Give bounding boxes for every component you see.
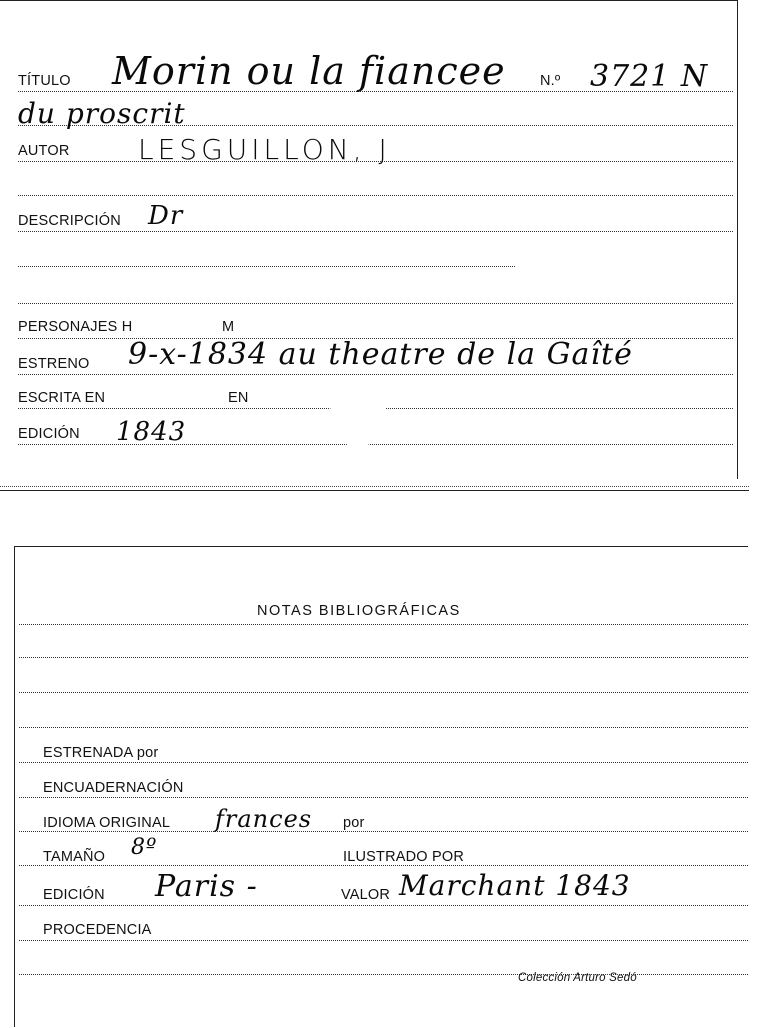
descripcion-value: Dr xyxy=(148,201,184,231)
titulo-cont-value: du proscrit xyxy=(18,97,186,130)
rule-final xyxy=(19,974,748,975)
rule-notas-1 xyxy=(19,624,748,625)
personajes-label: PERSONAJES H xyxy=(18,319,133,335)
rule-blank-3 xyxy=(18,303,733,304)
rule-estreno xyxy=(18,374,733,375)
catalog-card-back xyxy=(14,546,748,1027)
collection-footer: Colección Arturo Sedó xyxy=(518,972,637,984)
rule-idioma xyxy=(19,831,748,832)
tamano-value: 8º xyxy=(131,835,158,860)
card-separator xyxy=(0,490,749,491)
valor-value: Marchant 1843 xyxy=(399,869,631,902)
estreno-value: 9-x-1834 au theatre de la Gaîté xyxy=(128,337,633,372)
ilustrado-label: ILUSTRADO POR xyxy=(343,849,465,865)
rule-notas-4 xyxy=(19,727,748,728)
edicion-2-label: EDICIÓN xyxy=(43,887,105,903)
valor-label: VALOR xyxy=(341,887,391,903)
descripcion-label: DESCRIPCIÓN xyxy=(18,213,121,229)
rule-procedencia xyxy=(19,940,748,941)
titulo-label: TÍTULO xyxy=(18,73,71,89)
rule-blank-1 xyxy=(18,195,733,196)
autor-label: AUTOR xyxy=(18,143,70,159)
rule-tamano xyxy=(19,865,748,866)
numero-value: 3721 N xyxy=(590,59,709,94)
idioma-value: frances xyxy=(215,805,313,833)
rule-edicion-2 xyxy=(19,905,748,906)
rule-blank-2 xyxy=(18,266,515,267)
procedencia-label: PROCEDENCIA xyxy=(43,922,152,938)
tamano-label: TAMAÑO xyxy=(43,849,106,865)
estrenada-label: ESTRENADA por xyxy=(43,745,159,761)
estreno-label: ESTRENO xyxy=(18,356,90,372)
rule-notas-2 xyxy=(19,657,748,658)
autor-value: LESGUILLON, J xyxy=(138,133,391,166)
rule-estrenada xyxy=(19,762,748,763)
personajes-m-label: M xyxy=(222,319,235,335)
notas-header: NOTAS BIBLIOGRÁFICAS xyxy=(257,603,461,619)
escrita-label: ESCRITA EN xyxy=(18,390,106,406)
encuadernacion-label: ENCUADERNACIÓN xyxy=(43,780,184,796)
edicion-label: EDICIÓN xyxy=(18,426,80,442)
edicion-value: 1843 xyxy=(116,417,187,447)
escrita-en-label: EN xyxy=(228,390,249,406)
numero-label: N.º xyxy=(540,73,561,89)
paper-smudge xyxy=(330,381,386,447)
titulo-value: Morin ou la fiancee xyxy=(112,49,506,93)
idioma-label: IDIOMA ORIGINAL xyxy=(43,815,171,831)
rule-encuadernacion xyxy=(19,797,748,798)
rule-notas-3 xyxy=(19,692,748,693)
card-separator-dotted xyxy=(0,486,749,487)
idioma-por-label: por xyxy=(343,815,365,831)
edicion-2-value: Paris - xyxy=(155,869,258,904)
catalog-card-front xyxy=(0,0,738,479)
rule-descripcion xyxy=(18,231,733,232)
